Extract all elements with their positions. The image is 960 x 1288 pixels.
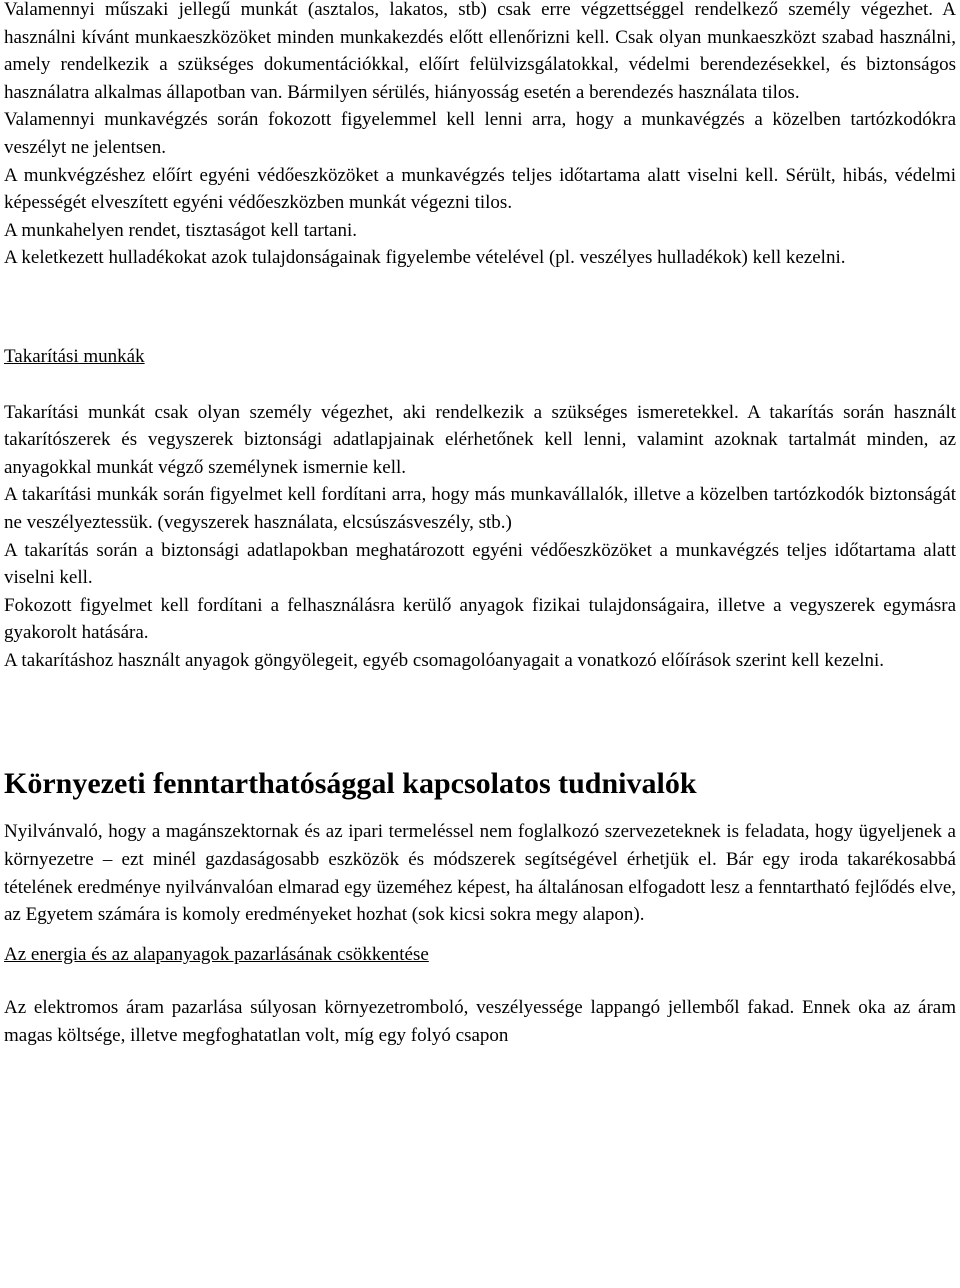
paragraph: Az elektromos áram pazarlása súlyosan környezetromboló, veszélyessége lappangó jellemből fakad. Ennek oka az áram magas költsége, illetve megfoghatatlan volt, míg egy folyó csapon bbox=[4, 997, 956, 1047]
paragraph: A munkvégzéshez előírt egyéni védőeszközöket a munkavégzés teljes időtartama alatt viselni kell. Sérült, hibás, védelmi képességét elveszített egyéni védőeszközben munkát végezni tilos. bbox=[4, 164, 956, 214]
paragraph: A takarításhoz használt anyagok göngyölegeit, egyéb csomagolóanyagait a vonatkozó előírások szerint kell kezelni. bbox=[4, 649, 885, 671]
energy-section-body bbox=[4, 994, 956, 1049]
paragraph: A keletkezett hulladékokat azok tulajdonságainak figyelembe vételével (pl. veszélyes hulladékok) kell kezelni. bbox=[4, 247, 846, 269]
paragraph: A takarítás során a biztonsági adatlapokban meghatározott egyéni védőeszközöket a munkavégzés teljes időtartama alatt viselni kell. bbox=[4, 539, 956, 589]
section-heading-energy: Az energia és az alapanyagok pazarlásának csökkentése bbox=[4, 943, 429, 965]
paragraph: Nyilvánvaló, hogy a magánszektornak és az ipari termeléssel nem foglalkozó szervezeteknek is feladata, hogy ügyeljenek a környezetre – ezt minél gazdaságosabb eszközök és módszerek segítségével érhetjük el. Bár egy iroda takarékosabbá tételének eredménye nyilvánvalóan elmarad egy üzeméhez képest, ha általánosan elfogadott lesz a fenntartható fejlődés elve, az Egyetem számára is komoly eredményeket hozhat (sok kicsi sokra megy alapon). bbox=[4, 821, 956, 926]
paragraph: A munkahelyen rendet, tisztaságot kell tartani. bbox=[4, 219, 357, 241]
paragraph: A takarítási munkák során figyelmet kell fordítani arra, hogy más munkavállalók, illetve a közelben tartózkodók biztonságát ne veszélyeztessük. (vegyszerek használata, elcsúszásveszély, stb.) bbox=[4, 484, 956, 533]
environment-section-body bbox=[4, 818, 956, 928]
section-heading-environment: Környezeti fenntarthatósággal kapcsolatos tudnivalók bbox=[4, 767, 697, 801]
paragraph: Fokozott figyelmet kell fordítani a felhasználásra kerülő anyagok fizikai tulajdonságaira, illetve a vegyszerek egymásra gyakorolt hatására. bbox=[4, 594, 956, 644]
paragraph: Takarítási munkát csak olyan személy végezhet, aki rendelkezik a szükséges ismeretekkel. A takarítás során használt takarítószerek és vegyszerek biztonsági adatlapjainak elérhetőnek kell lenni, valamint azoknak tartalmát minden, az anyagokkal munkát végző személynek ismernie kell. bbox=[4, 401, 956, 478]
general-rules-block bbox=[4, 0, 956, 272]
cleaning-section-body bbox=[4, 399, 956, 675]
paragraph: Valamennyi műszaki jellegű munkát (asztalos, lakatos, stb) csak erre végzettséggel rendelkező személy végezhet. A használni kívánt munkaeszközöket minden munkakezdés előtt ellenőrizni kell. Csak olyan munkaeszközt szabad használni, amely rendelkezik a szükséges dokumentációkkal, előírt felülvizsgálatokkal, védelmi berendezésekkel, és biztonságos használatra alkalmas állapotban van. Bármilyen sérülés, hiányosság esetén a berendezés használata tilos. bbox=[4, 0, 956, 103]
section-heading-cleaning: Takarítási munkák bbox=[4, 345, 145, 367]
paragraph: Valamennyi munkavégzés során fokozott figyelemmel kell lenni arra, hogy a munkavégzés a közelben tartózkodókra veszélyt ne jelentsen. bbox=[4, 109, 956, 158]
